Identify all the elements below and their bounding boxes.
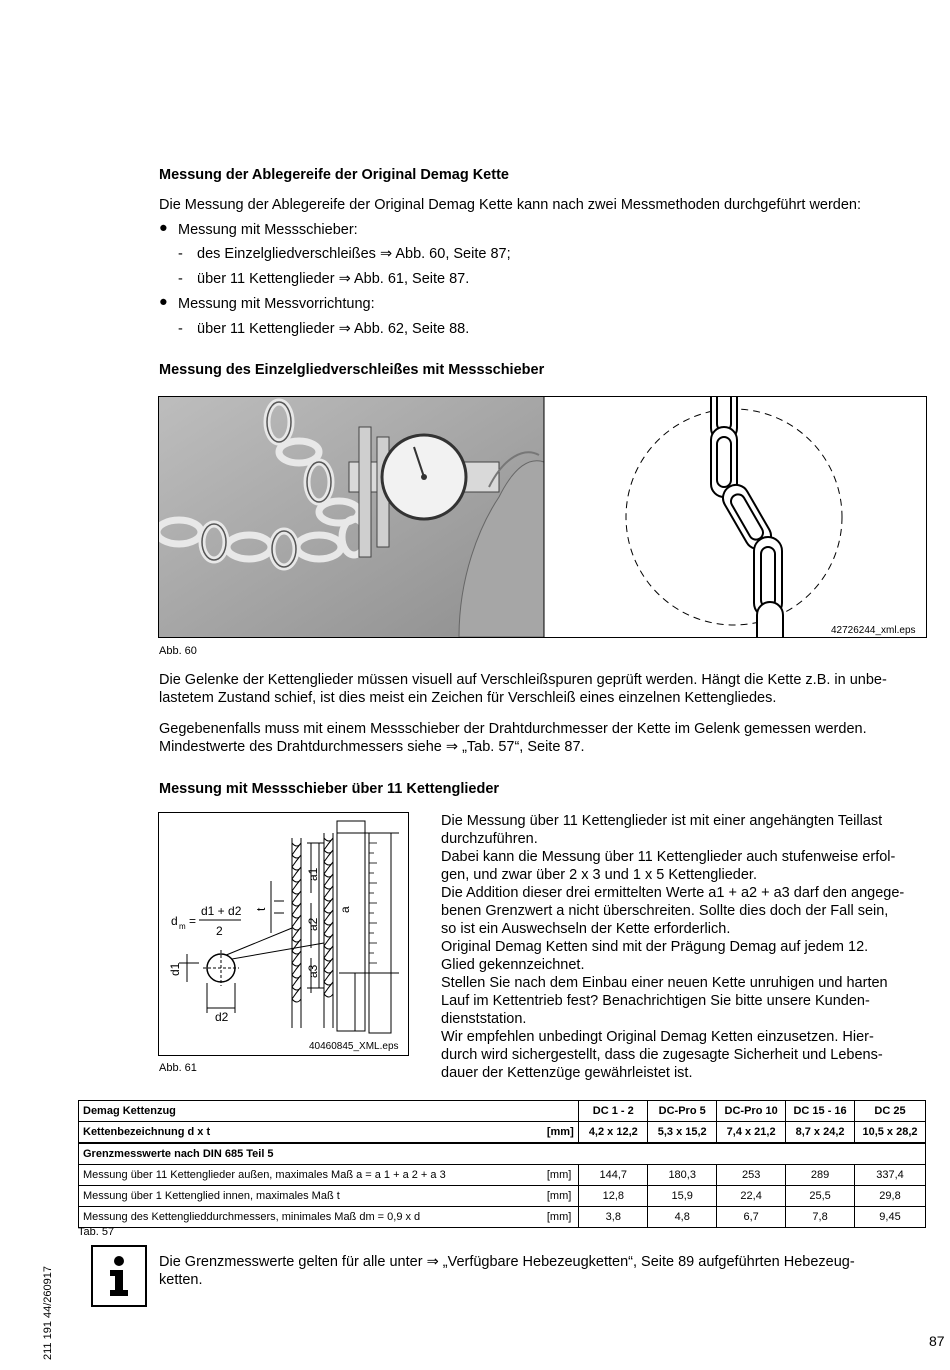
table-row <box>79 1186 926 1207</box>
table-caption: Tab. 57 <box>78 1226 115 1238</box>
table-cell: [mm] <box>543 1165 579 1186</box>
table-cell: Messung über 11 Kettenglieder außen, maximales Maß a = a 1 + a 2 + a 3 <box>79 1165 543 1186</box>
table-cell: 4,2 x 12,2 <box>579 1122 648 1144</box>
table-cell: 7,4 x 21,2 <box>717 1122 786 1144</box>
info-text-line: ketten. <box>159 1272 203 1288</box>
figure-caption: Abb. 61 <box>159 1062 197 1074</box>
table-cell: 10,5 x 28,2 <box>855 1122 926 1144</box>
table-cell: 22,4 <box>717 1186 786 1207</box>
section-heading: Messung der Ablegereife der Original Demag Kette <box>159 167 509 183</box>
table-cell: 5,3 x 15,2 <box>648 1122 717 1144</box>
text-line: Lauf im Kettentrieb fest? Benachrichtigen Sie bitte unsere Kunden- <box>441 993 870 1009</box>
table-cell: 8,7 x 24,2 <box>786 1122 855 1144</box>
paragraph-line: Gegebenenfalls muss mit einem Messschieber der Drahtdurchmesser der Kette im Gelenk gemessen werden. <box>159 721 867 737</box>
table-cell: Messung über 1 Kettenglied innen, maximales Maß t <box>79 1186 543 1207</box>
spec-table <box>78 1100 926 1228</box>
page-number: 87 <box>929 1333 945 1349</box>
info-icon-glyph <box>104 1254 134 1298</box>
figure-file-label: 42726244_xml.eps <box>831 625 916 636</box>
table-cell: Messung des Kettenglieddurchmessers, minimales Maß dm = 0,9 x d <box>79 1207 543 1228</box>
table-cell: 4,8 <box>648 1207 717 1228</box>
section-heading: Messung mit Messschieber über 11 Kettenglieder <box>159 781 500 797</box>
bullet-label: Messung mit Messschieber: <box>178 222 358 238</box>
table-cell: Grenzmesswerte nach DIN 685 Teil 5 <box>79 1143 926 1165</box>
table-cell: DC 15 - 16 <box>786 1101 855 1122</box>
table-cell: [mm] <box>543 1122 579 1144</box>
table-cell: [mm] <box>543 1186 579 1207</box>
table-cell: 337,4 <box>855 1165 926 1186</box>
label-a3: a3 <box>306 964 320 978</box>
chain-measurement-diagram <box>159 813 408 1055</box>
table-cell: DC 1 - 2 <box>579 1101 648 1122</box>
section-heading: Messung des Einzelgliedverschleißes mit Messschieber <box>159 362 545 378</box>
formula-lhs-sub: m <box>179 922 186 931</box>
document-number: 211 191 44/260917 <box>42 1266 54 1360</box>
label-t: t <box>254 907 268 911</box>
table-row <box>79 1122 926 1144</box>
text-line: so ist ein Auswechseln der Kette erforderlich. <box>441 921 731 937</box>
table-cell: 7,8 <box>786 1207 855 1228</box>
table-cell: [mm] <box>543 1207 579 1228</box>
table-cell: DC 25 <box>855 1101 926 1122</box>
table-cell: 9,45 <box>855 1207 926 1228</box>
text-line: Dabei kann die Messung über 11 Kettenglieder auch stufenweise erfol- <box>441 849 896 865</box>
table-cell: 289 <box>786 1165 855 1186</box>
text-line: benen Grenzwert a nicht überschreiten. Sollte dies doch der Fall sein, <box>441 903 889 919</box>
info-text-line: Die Grenzmesswerte gelten für alle unter ⇒ „Verfügbare Hebezeugketten“, Seite 89 aufgeführten Hebezeug- <box>159 1254 855 1270</box>
text-line: Die Addition dieser drei ermittelten Werte a1 + a2 + a3 darf den angege- <box>441 885 905 901</box>
text-line: gen, und zwar über 2 x 3 und 1 x 5 Kettenglieder. <box>441 867 757 883</box>
formula-equals: = <box>189 914 197 928</box>
bullet-dash: - <box>178 246 183 262</box>
table-section-row <box>79 1143 926 1165</box>
table-cell: DC-Pro 5 <box>648 1101 717 1122</box>
table-cell <box>543 1101 579 1122</box>
table-row <box>79 1207 926 1228</box>
text-line: durch wird sichergestellt, dass die zugesagte Sicherheit und Lebens- <box>441 1047 883 1063</box>
table-cell: 253 <box>717 1165 786 1186</box>
text-line: dauer der Kettenzüge gewährleistet ist. <box>441 1065 693 1081</box>
paragraph-line: Mindestwerte des Drahtdurchmessers siehe ⇒ „Tab. 57“, Seite 87. <box>159 739 585 755</box>
table-cell: 180,3 <box>648 1165 717 1186</box>
text-line: durchzuführen. <box>441 831 538 847</box>
text-line: dienststation. <box>441 1011 527 1027</box>
text-line: Glied gekennzeichnet. <box>441 957 585 973</box>
formula-numerator: d1 + d2 <box>201 904 242 918</box>
text-line: Die Messung über 11 Kettenglieder ist mit einer angehängten Teillast <box>441 813 883 829</box>
table-cell: Kettenbezeichnung d x t <box>79 1122 543 1144</box>
intro-paragraph: Die Messung der Ablegereife der Original Demag Kette kann nach zwei Messmethoden durchgeführt werden: <box>159 197 862 213</box>
table-cell: 25,5 <box>786 1186 855 1207</box>
bullet-label: Messung mit Messvorrichtung: <box>178 296 375 312</box>
text-line: Original Demag Ketten sind mit der Prägung Demag auf jedem 12. <box>441 939 869 955</box>
figure-caption: Abb. 60 <box>159 645 197 657</box>
label-a1: a1 <box>306 867 320 881</box>
figure-61 <box>158 812 409 1056</box>
right-column-text <box>441 812 931 1082</box>
text-line: Stellen Sie nach dem Einbau einer neuen Kette unruhigen und harten <box>441 975 888 991</box>
table-cell: 29,8 <box>855 1186 926 1207</box>
bullet-item: des Einzelgliedverschleißes ⇒ Abb. 60, Seite 87; <box>197 246 511 262</box>
table-cell: 6,7 <box>717 1207 786 1228</box>
text-line: Wir empfehlen unbedingt Original Demag Ketten einzusetzen. Hier- <box>441 1029 874 1045</box>
bullet-item: über 11 Kettenglieder ⇒ Abb. 62, Seite 88. <box>197 321 470 337</box>
table-cell: DC-Pro 10 <box>717 1101 786 1122</box>
paragraph-line: lastetem Zustand schief, ist dies meist ein Zeichen für Verschleiß eines einzelnen Kettengliedes. <box>159 690 777 706</box>
table-cell: 144,7 <box>579 1165 648 1186</box>
table-cell: 3,8 <box>579 1207 648 1228</box>
info-icon <box>91 1245 147 1307</box>
label-a: a <box>338 906 352 913</box>
table-cell: 12,8 <box>579 1186 648 1207</box>
table-row <box>79 1165 926 1186</box>
paragraph-line: Die Gelenke der Kettenglieder müssen visuell auf Verschleißspuren geprüft werden. Hängt die Kette z.B. in unbe- <box>159 672 887 688</box>
bullet-dot-icon: ● <box>159 220 168 236</box>
figure-60 <box>158 396 927 638</box>
table-cell: 15,9 <box>648 1186 717 1207</box>
figure-file-label: 40460845_XML.eps <box>309 1041 399 1052</box>
label-a2: a2 <box>306 917 320 931</box>
bullet-item: über 11 Kettenglieder ⇒ Abb. 61, Seite 87. <box>197 271 470 287</box>
formula-denominator: 2 <box>216 924 223 938</box>
bullet-dot-icon: ● <box>159 294 168 310</box>
table-header-row <box>79 1101 926 1122</box>
caliper-photo-illustration <box>159 397 926 637</box>
label-d2: d2 <box>215 1010 229 1024</box>
bullet-dash: - <box>178 321 183 337</box>
formula-lhs: d <box>171 914 178 928</box>
label-d1: d1 <box>168 962 182 976</box>
table-cell: Demag Kettenzug <box>79 1101 543 1122</box>
bullet-dash: - <box>178 271 183 287</box>
